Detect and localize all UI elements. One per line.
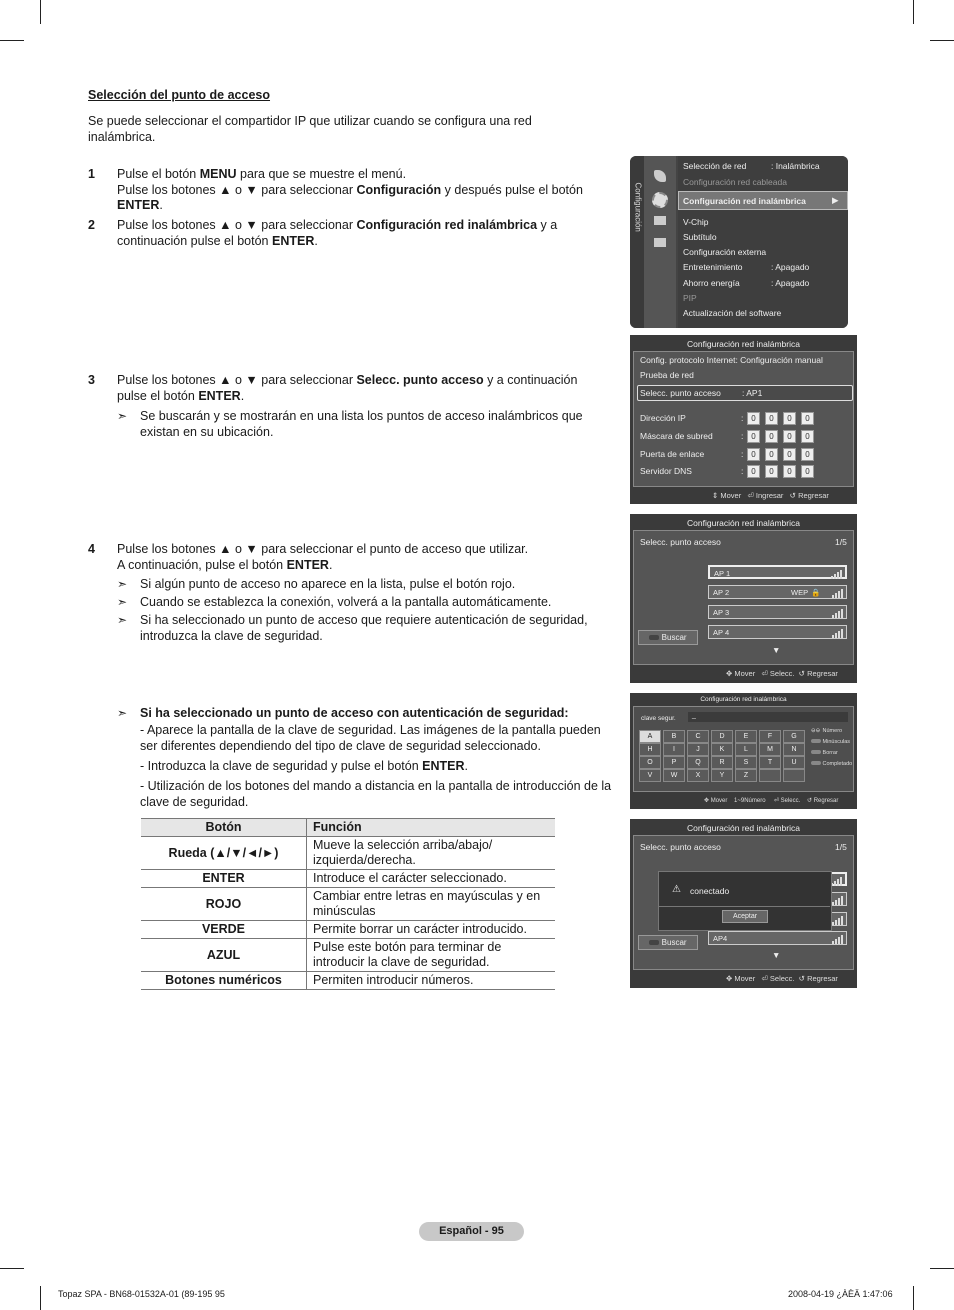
menu-item[interactable]: PIP xyxy=(683,293,697,303)
ip-octet-field[interactable]: 0 xyxy=(783,412,796,425)
security-item: - Aparece la pantalla de la clave de seguridad. Las imágenes de la pantalla pueden ser diferentes dependiendo del tipo de clave de seguridad seleccionado. xyxy=(140,723,601,753)
keyboard-key[interactable]: W xyxy=(663,769,685,782)
crop-mark xyxy=(913,1286,914,1310)
key-input[interactable] xyxy=(688,712,848,722)
key-label: clave segur. xyxy=(641,715,676,722)
page-indicator: 1/5 xyxy=(835,842,847,852)
note-arrow-icon: ➣ xyxy=(117,595,128,609)
step-number: 1 xyxy=(88,167,95,181)
note-arrow-icon: ➣ xyxy=(117,577,128,591)
step-number: 4 xyxy=(88,542,95,556)
legend-lowercase: Minúsculas xyxy=(811,739,852,745)
button-function-table xyxy=(141,818,555,990)
print-footer-right: 2008-04-19 ¿ÀÈÄ 1:47:06 xyxy=(788,1289,893,1299)
keyboard-key[interactable]: E xyxy=(735,730,757,743)
ip-octet-field[interactable]: 0 xyxy=(747,465,760,478)
setting-value: : AP1 xyxy=(742,388,763,398)
menu-item[interactable]: V-Chip xyxy=(683,217,709,227)
menu-item[interactable]: Selección de red xyxy=(683,161,747,171)
keyboard-key[interactable]: O xyxy=(639,756,661,769)
menu-item-value: : Apagado xyxy=(771,262,810,272)
ap-item-selected[interactable]: AP 1 xyxy=(708,565,847,579)
enter-icon: ⏎ xyxy=(773,798,779,804)
step-3-note: Se buscarán y se mostrarán en una lista los puntos de acceso inalámbricos que existan en su ubicación. xyxy=(140,409,583,439)
print-footer-left: Topaz SPA - BN68-01532A-01 (89-195 95 xyxy=(58,1289,225,1299)
move-icon: ✥ xyxy=(726,669,733,678)
table-header: Botón xyxy=(141,819,307,837)
arrow-right-icon: ▶ xyxy=(832,195,839,205)
ip-octet-field[interactable]: 0 xyxy=(765,465,778,478)
ip-octet-field[interactable]: 0 xyxy=(783,465,796,478)
search-button[interactable]: Buscar xyxy=(638,935,698,950)
security-item: - Utilización de los botones del mando a distancia en la pantalla de introducción de la clave de seguridad. xyxy=(140,779,612,809)
keyboard-key[interactable]: N xyxy=(783,743,805,756)
security-heading: Si ha seleccionado un punto de acceso con autenticación de seguridad: xyxy=(140,706,569,720)
ap-label: Selecc. punto acceso xyxy=(640,537,721,547)
keyboard-key[interactable]: Y xyxy=(711,769,733,782)
footer-hints: ✥ Mover ⏎ Selecc. ↺ Regresar xyxy=(726,669,838,678)
search-button[interactable]: Buscar xyxy=(638,630,698,645)
ip-octet-field[interactable]: 0 xyxy=(765,448,778,461)
table-row: Botones numéricos Permiten introducir números. xyxy=(141,972,555,990)
menu-item[interactable]: Ahorro energía xyxy=(683,278,740,288)
keyboard-key[interactable]: K xyxy=(711,743,733,756)
setup-menu-screen xyxy=(630,156,848,328)
security-item: - Introduzca la clave de seguridad y pulse el botón ENTER. xyxy=(140,759,468,773)
table-row: AZUL Pulse este botón para terminar de introducir la clave de seguridad. xyxy=(141,939,555,972)
keyboard-key[interactable]: Z xyxy=(735,769,757,782)
intro-text: Se puede seleccionar el compartidor IP que utilizar cuando se configura una red inalámbrica. xyxy=(88,114,532,144)
keyboard-key[interactable]: J xyxy=(687,743,709,756)
red-button-icon xyxy=(649,635,659,640)
keyboard-key[interactable]: I xyxy=(663,743,685,756)
step-1-text: Pulse el botón MENU para que se muestre el menú. Pulse los botones ▲ o ▼ para seleccionar Configuración y después pulse el botón ENTER. xyxy=(117,167,583,212)
step-4-note: Si ha seleccionado un punto de acceso que requiere autenticación de seguridad, introduzca la clave de seguridad. xyxy=(140,613,588,643)
table-row: ENTER Introduce el carácter seleccionado. xyxy=(141,870,555,888)
menu-item[interactable]: Subtítulo xyxy=(683,232,717,242)
move-icon: ⇕ xyxy=(712,491,719,500)
key-cursor: _ xyxy=(692,712,696,719)
ip-octet-field[interactable]: 0 xyxy=(765,430,778,443)
keyboard-key[interactable]: T xyxy=(759,756,781,769)
screen-title: Configuración red inalámbrica xyxy=(687,339,800,349)
keyboard-key[interactable] xyxy=(783,769,805,782)
return-icon: ↺ xyxy=(798,974,805,983)
ap-label: Selecc. punto acceso xyxy=(640,842,721,852)
crop-mark xyxy=(0,1268,24,1269)
keyboard-key[interactable]: P xyxy=(663,756,685,769)
screen-title: Configuración red inalámbrica xyxy=(687,518,800,528)
input-icon xyxy=(654,216,666,225)
connected-screen xyxy=(630,819,857,988)
page-indicator: 1/5 xyxy=(835,537,847,547)
keyboard-key[interactable]: R xyxy=(711,756,733,769)
note-arrow-icon: ➣ xyxy=(117,409,128,423)
keyboard-key[interactable]: X xyxy=(687,769,709,782)
table-row: ROJO Cambiar entre letras en mayúsculas y en minúsculas xyxy=(141,888,555,921)
keyboard-key[interactable]: H xyxy=(639,743,661,756)
table-header: Función xyxy=(307,819,556,837)
ip-colon: : xyxy=(741,466,744,476)
menu-item-value: : Apagado xyxy=(771,278,810,288)
page-label: Español - 95 xyxy=(419,1222,524,1241)
crop-mark xyxy=(913,0,914,24)
keyboard-key[interactable]: L xyxy=(735,743,757,756)
crop-mark xyxy=(0,40,24,41)
table-row: Rueda (▲/▼/◄/►) Mueve la selección arriba/abajo/ izquierda/derecha. xyxy=(141,837,555,870)
ip-octet-field[interactable]: 0 xyxy=(747,448,760,461)
ip-colon: : xyxy=(741,413,744,423)
legend-delete: Borrar xyxy=(811,750,852,756)
keyboard-key[interactable]: F xyxy=(759,730,781,743)
ip-label: Puerta de enlace xyxy=(640,449,705,459)
keyboard-key[interactable]: A xyxy=(639,730,661,743)
keyboard-key[interactable]: C xyxy=(687,730,709,743)
note-arrow-icon: ➣ xyxy=(117,613,128,627)
screen-title: Configuración red inalámbrica xyxy=(687,823,800,833)
wireless-config-screen xyxy=(630,335,857,504)
ip-label: Servidor DNS xyxy=(640,466,692,476)
scroll-down-icon[interactable]: ▼ xyxy=(772,950,781,960)
ip-octet-field[interactable]: 0 xyxy=(765,412,778,425)
menu-item[interactable]: Configuración externa xyxy=(683,247,767,257)
crop-mark xyxy=(40,0,41,24)
step-number: 2 xyxy=(88,218,95,232)
ip-octet-field[interactable]: 0 xyxy=(783,430,796,443)
return-icon: ↺ xyxy=(789,491,796,500)
keyboard-key[interactable]: U xyxy=(783,756,805,769)
warning-icon: ⚠ xyxy=(672,884,681,895)
legend-done: Completado xyxy=(811,761,852,767)
setup-icon xyxy=(652,192,668,208)
ip-octet-field[interactable]: 0 xyxy=(801,448,814,461)
ip-colon: : xyxy=(741,431,744,441)
section-title: Selección del punto de acceso xyxy=(88,88,271,102)
ap-item[interactable]: AP4 xyxy=(708,931,847,945)
menu-item-value: : Inalámbrica xyxy=(771,161,820,171)
side-label: Configuración xyxy=(633,182,643,232)
ap-item[interactable]: AP 3 xyxy=(708,605,847,619)
ip-octet-field[interactable]: 0 xyxy=(747,412,760,425)
crop-mark xyxy=(40,1286,41,1310)
return-icon: ↺ xyxy=(806,798,813,804)
ip-octet-field[interactable]: 0 xyxy=(801,412,814,425)
step-3-text: Pulse los botones ▲ o ▼ para seleccionar Selecc. punto acceso y a continuación pulse el botón ENTER. xyxy=(117,373,578,403)
ip-octet-field[interactable]: 0 xyxy=(747,430,760,443)
keyboard-key[interactable]: M xyxy=(759,743,781,756)
crop-mark xyxy=(930,40,954,41)
crop-mark xyxy=(930,1268,954,1269)
footer-hints: ⇕ Mover ⏎ Ingresar ↺ Regresar xyxy=(712,491,829,500)
setting-row[interactable]: Prueba de red xyxy=(640,370,694,380)
enter-icon: ⏎ xyxy=(747,491,754,500)
app-icon xyxy=(654,238,666,247)
lock-icon: 🔒 xyxy=(811,588,821,597)
menu-item[interactable]: Entretenimiento xyxy=(683,262,743,272)
keyboard-key[interactable]: S xyxy=(735,756,757,769)
accept-button[interactable]: Aceptar xyxy=(722,910,768,923)
keyboard-key[interactable]: D xyxy=(711,730,733,743)
security-key-screen xyxy=(630,693,857,809)
ip-octet-field[interactable]: 0 xyxy=(783,448,796,461)
screen-title: Configuración red inalámbrica xyxy=(700,696,787,703)
keyboard-legend xyxy=(811,728,852,767)
ap-item[interactable]: AP 4 xyxy=(708,625,847,639)
ip-label: Máscara de subred xyxy=(640,431,713,441)
footer-hints: ✥ Mover 1~9Número ⏎ Selecc. ↺ Regresar xyxy=(704,798,839,804)
ip-octet-field[interactable]: 0 xyxy=(801,465,814,478)
menu-item[interactable]: Actualización del software xyxy=(683,308,782,318)
enter-icon: ⏎ xyxy=(761,974,768,983)
keyboard-key[interactable]: B xyxy=(663,730,685,743)
note-arrow-icon: ➣ xyxy=(117,706,128,720)
return-icon: ↺ xyxy=(798,669,805,678)
keyboard-key[interactable]: G xyxy=(783,730,805,743)
menu-item[interactable]: Configuración red cableada xyxy=(683,177,787,187)
keyboard-key[interactable]: Q xyxy=(687,756,709,769)
red-button-icon xyxy=(649,940,659,945)
setting-row[interactable]: Config. protocolo Internet: Configuración manual xyxy=(640,355,823,365)
step-2-text: Pulse los botones ▲ o ▼ para seleccionar Configuración red inalámbrica y a continuación pulse el botón ENTER. xyxy=(117,218,558,248)
keyboard-key[interactable] xyxy=(759,769,781,782)
keyboard-key[interactable]: V xyxy=(639,769,661,782)
legend-number: ⊖⊖ Número xyxy=(811,728,843,734)
ap-item[interactable]: AP 2 WEP 🔒 xyxy=(708,585,847,599)
step-4-note: Si algún punto de acceso no aparece en la lista, pulse el botón rojo. xyxy=(140,577,516,591)
move-icon: ✥ xyxy=(704,798,710,804)
ap-list-screen xyxy=(630,514,857,683)
step-4-text: Pulse los botones ▲ o ▼ para seleccionar el punto de acceso que utilizar. A continuación, pulse el botón ENTER. xyxy=(117,542,529,572)
move-icon: ✥ xyxy=(726,974,733,983)
table-row: VERDE Permite borrar un carácter introducido. xyxy=(141,921,555,939)
footer-hints: ✥ Mover ⏎ Selecc. ↺ Regresar xyxy=(726,974,838,983)
menu-item[interactable]: Configuración red inalámbrica xyxy=(683,196,806,206)
dialog-message: conectado xyxy=(690,886,730,896)
wep-label: WEP xyxy=(791,588,809,597)
ip-label: Dirección IP xyxy=(640,413,686,423)
ip-octet-field[interactable]: 0 xyxy=(801,430,814,443)
setting-row[interactable]: Selecc. punto acceso xyxy=(640,388,721,398)
scroll-down-icon[interactable]: ▼ xyxy=(772,645,781,655)
step-4-note: Cuando se establezca la conexión, volverá a la pantalla automáticamente. xyxy=(140,595,552,609)
step-number: 3 xyxy=(88,373,95,387)
dialog-divider xyxy=(658,906,830,907)
enter-icon: ⏎ xyxy=(761,669,768,678)
ip-colon: : xyxy=(741,449,744,459)
